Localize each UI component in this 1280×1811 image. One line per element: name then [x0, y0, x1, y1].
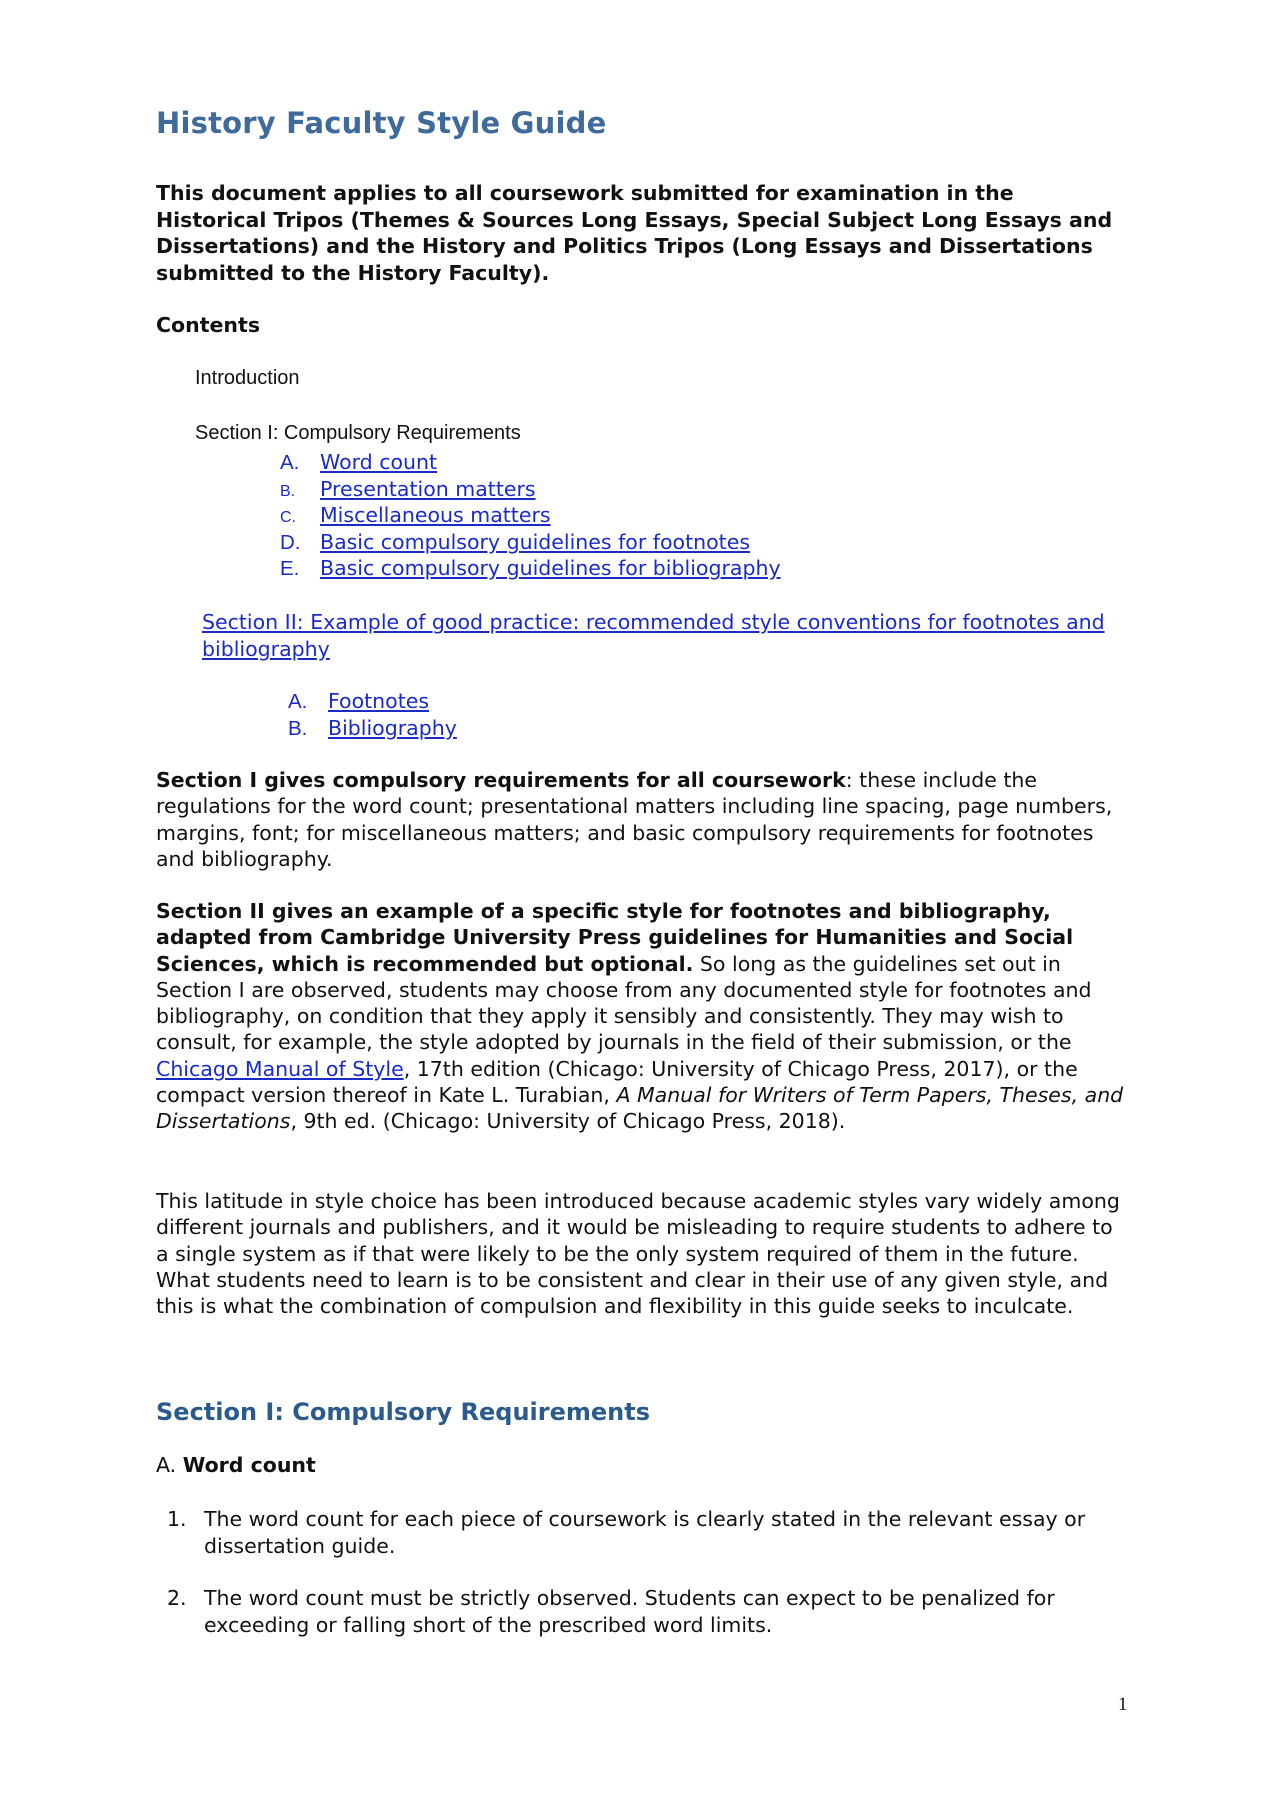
toc-item-footnote-guidelines [280, 529, 781, 556]
toc-marker: A. [280, 451, 300, 474]
document-title: History Faculty Style Guide [156, 106, 607, 140]
paragraph-style-latitude: This latitude in style choice has been introduced because academic styles vary widely among different journals and publishers, and it would be misleading to require students to adhere to a single system as if that were likely to be the only system required of them in the future. What students need to learn is to be consistent and clear in their use of any given style, and this is what the combination of compulsion and flexibility in this guide seeks to inculcate. [156, 1189, 1120, 1319]
toc-marker: C. [280, 509, 296, 526]
paragraph-text: : these include the regulations for the word count; presentational matters including line spacing, page numbers, margins, font; for miscellaneous matters; and basic compulsory requirements for footnotes and bibliography. [156, 768, 1113, 871]
toc-link-section-2[interactable]: Section II: Example of good practice: recommended style conventions for footnotes and bibliography [202, 610, 1105, 661]
item-text: The word count for each piece of coursework is clearly stated in the relevant essay or dissertation guide. [204, 1507, 1086, 1558]
subheading-marker: A. [156, 1453, 177, 1477]
item-number: 1. [167, 1507, 187, 1531]
toc-item-bibliography [288, 715, 457, 742]
toc-section-1-list [280, 449, 781, 582]
numbered-item [167, 1506, 1127, 1559]
toc-link-presentation-matters[interactable]: Presentation matters [320, 476, 536, 501]
item-text: The word count must be strictly observed. Students can expect to be penalized for exceeding or falling short of the prescribed word limits. [204, 1586, 1055, 1637]
toc-marker: A. [288, 690, 308, 713]
toc-marker: B. [288, 716, 308, 740]
toc-item-bibliography-guidelines [280, 555, 781, 582]
toc-item-word-count [280, 449, 781, 476]
paragraph-text: So long as the guidelines set out in Section I are observed, students may choose from any documented style for footnotes and bibliography, on condition that they apply it sensibly and consistently. They may wish to consult, for example, the style adopted by journals in the field of their submission, or the [156, 951, 1092, 1055]
toc-item-presentation-matters [280, 476, 781, 503]
numbered-item [167, 1585, 1127, 1638]
paragraph-section-2-summary [156, 898, 1131, 1135]
chicago-manual-link[interactable]: Chicago Manual of Style [156, 1056, 404, 1081]
bold-lead: Section II gives an example of a specific style for footnotes and bibliography, adapted from Cambridge University Press guidelines for Humanities and Social Sciences, which is recommended but optional. [156, 899, 1074, 976]
item-number: 2. [167, 1586, 187, 1610]
intro-statement: This document applies to all coursework submitted for examination in the Historical Tripos (Themes & Sources Long Essays, Special Subject Long Essays and Dissertations) and the History and Politics Tripos (Long Essays and Dissertations submitted to the History Faculty). [156, 181, 1113, 285]
toc-link-word-count[interactable]: Word count [320, 450, 438, 474]
toc-marker: E. [280, 557, 300, 580]
paragraph-section-1-summary [156, 767, 1131, 872]
toc-section-2-list [288, 688, 457, 741]
section-1-heading: Section I: Compulsory Requirements [156, 1398, 651, 1426]
toc-marker: B. [280, 482, 296, 500]
contents-heading: Contents [156, 313, 261, 337]
page-number: 1 [1118, 1694, 1128, 1715]
toc-link-footnote-guidelines[interactable]: Basic compulsory guidelines for footnotes [320, 529, 750, 554]
toc-link-footnotes[interactable]: Footnotes [328, 689, 430, 713]
toc-link-bibliography[interactable]: Bibliography [328, 715, 457, 740]
toc-item-miscellaneous-matters [280, 502, 781, 529]
toc-link-bibliography-guidelines[interactable]: Basic compulsory guidelines for bibliography [320, 556, 781, 580]
toc-section-2 [202, 609, 1142, 662]
subheading-label: Word count [182, 1453, 316, 1477]
toc-section-1: Section I: Compulsory Requirements [195, 422, 521, 444]
word-count-subheading [156, 1453, 316, 1477]
toc-marker: D. [280, 530, 301, 554]
toc-link-miscellaneous-matters[interactable]: Miscellaneous matters [320, 503, 551, 527]
bold-lead: Section I gives compulsory requirements for all coursework [156, 768, 846, 792]
book-title: A Manual for Writers of Term Papers, Theses, and Dissertations [156, 1083, 1124, 1134]
paragraph-text: , 17th edition (Chicago: University of Chicago Press, 2017), or the compact version thereof in Kate L. Turabian, [156, 1056, 1078, 1108]
toc-introduction: Introduction [195, 367, 300, 389]
toc-item-footnotes [288, 688, 457, 715]
paragraph-text: , 9th ed. (Chicago: University of Chicago Press, 2018). [290, 1109, 846, 1134]
